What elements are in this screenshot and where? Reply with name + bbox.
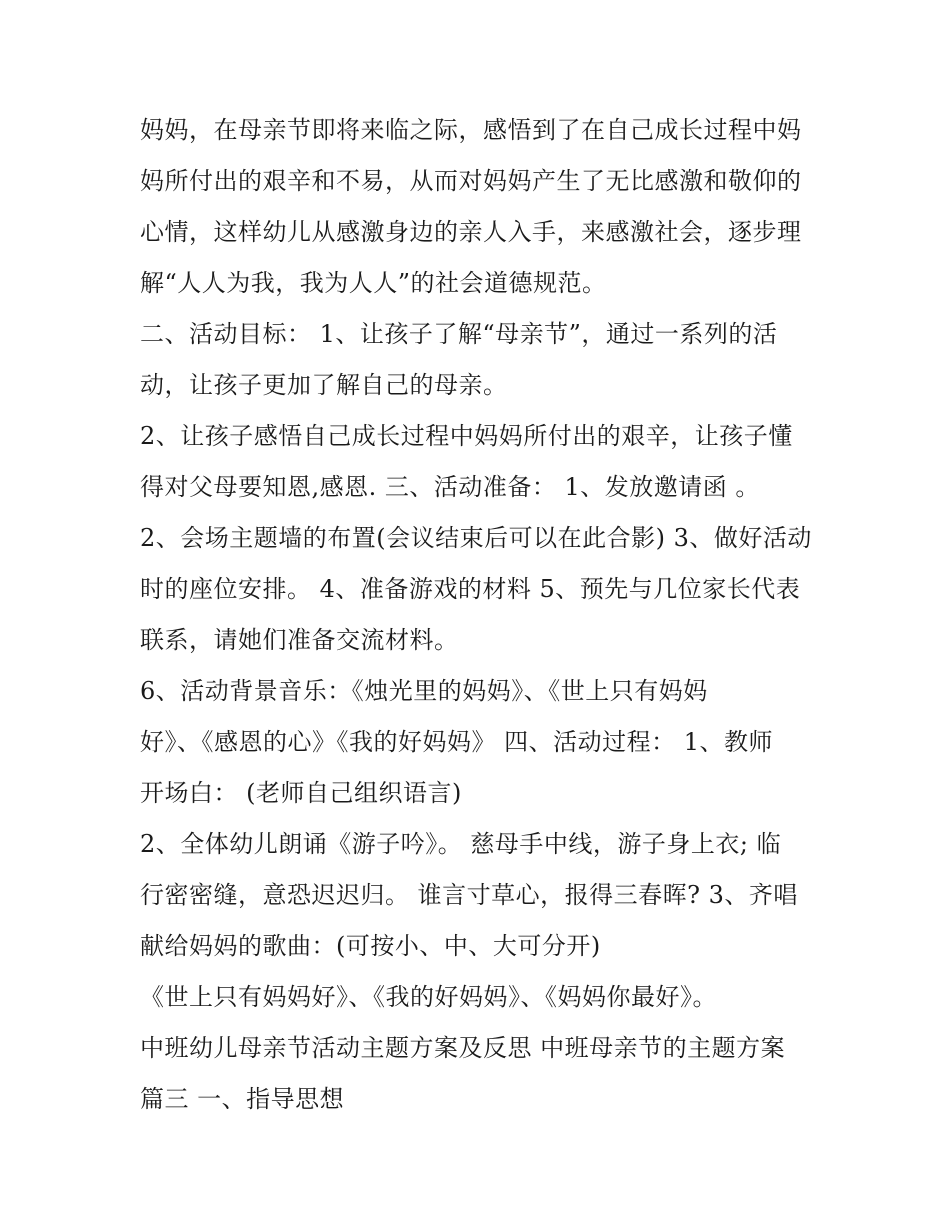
text-line: 2、全体幼儿朗诵《游子吟》。 慈母手中线，游子身上衣; 临: [140, 830, 782, 858]
text-line: 行密密缝，意恐迟迟归。 谁言寸草心，报得三春晖? 3、齐唱: [140, 881, 798, 909]
text-line: 时的座位安排。 4、准备游戏的材料 5、预先与几位家长代表: [140, 575, 801, 603]
text-line: 心情，这样幼儿从感激身边的亲人入手，来感激社会，逐步理: [140, 218, 802, 246]
text-line: 妈所付出的艰辛和不易，从而对妈妈产生了无比感激和敬仰的: [140, 167, 802, 195]
text-line: 联系，请她们准备交流材料。: [140, 626, 459, 654]
text-line: 二、活动目标： 1、让孩子了解“母亲节”，通过一系列的活: [140, 320, 778, 348]
text-line: 中班幼儿母亲节活动主题方案及反思 中班母亲节的主题方案: [140, 1034, 786, 1062]
text-line: 动，让孩子更加了解自己的母亲。: [140, 371, 508, 399]
text-line: 篇三 一、指导思想: [140, 1085, 345, 1113]
text-line: 2、会场主题墙的布置(会议结束后可以在此合影) 3、做好活动: [140, 524, 812, 552]
text-line: 6、活动背景音乐：《烛光里的妈妈》、《世上只有妈妈: [140, 677, 708, 705]
text-line: 妈妈，在母亲节即将来临之际，感悟到了在自己成长过程中妈: [140, 116, 802, 144]
text-line: 开场白： (老师自己组织语言): [140, 779, 462, 807]
text-line: 解“人人为我，我为人人”的社会道德规范。: [140, 269, 607, 297]
text-line: 得对父母要知恩,感恩. 三、活动准备： 1、发放邀请函 。: [140, 473, 760, 501]
document-body: [140, 105, 820, 1125]
text-line: 好》、《感恩的心》《我的好妈妈》 四、活动过程： 1、教师: [140, 728, 774, 756]
text-line: 2、让孩子感悟自己成长过程中妈妈所付出的艰辛，让孩子懂: [140, 422, 793, 450]
text-line: 献给妈妈的歌曲：(可按小、中、大可分开): [140, 932, 601, 960]
text-line: 《世上只有妈妈好》、《我的好妈妈》、《妈妈你最好》。: [140, 983, 717, 1011]
